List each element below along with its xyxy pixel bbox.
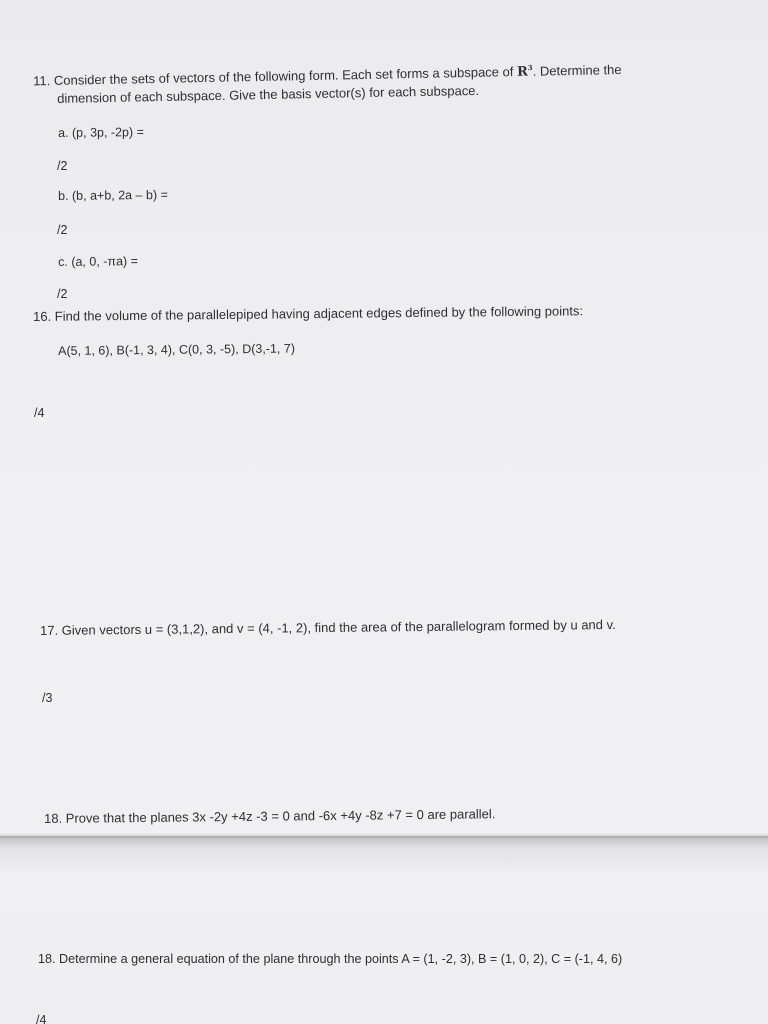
q16-text: 16. Find the volume of the parallelepiped having adjacent edges defined by the following points: — [33, 303, 584, 324]
q11-line1-post: . Determine the — [532, 62, 622, 79]
q11a-marks: /2 — [57, 159, 68, 173]
q18a-text: 18. Prove that the planes 3x -2y +4z -3 = 0 and -6x +4y -8z +7 = 0 are parallel. — [44, 806, 496, 826]
q11-line1-pre: 11. Consider the sets of vectors of the following form. Each set forms a subspace of — [33, 64, 518, 89]
r3-letter: R — [516, 64, 528, 81]
q11-line2: dimension of each subspace. Give the basis vector(s) for each subspace. — [57, 82, 480, 106]
q11b-marks: /2 — [57, 223, 68, 237]
q18b-text: 18. Determine a general equation of the plane through the points A = (1, -2, 3), B = (1, 0, 2), C = (-1, 4, 6) — [38, 952, 623, 966]
q11c-marks: /2 — [57, 287, 68, 301]
q11c-text: c. (a, 0, -πa) = — [58, 254, 138, 269]
q11b-text: b. (b, a+b, 2a – b) = — [58, 187, 168, 203]
q16-points: A(5, 1, 6), B(-1, 3, 4), C(0, 3, -5), D(3,-1, 7) — [58, 341, 296, 358]
r3-symbol — [517, 65, 533, 80]
r3-exponent: 3 — [527, 63, 533, 73]
q11a-text: a. (p, 3p, -2p) = — [58, 125, 144, 140]
q16-marks: /4 — [34, 406, 45, 420]
q17-marks: /3 — [42, 691, 53, 705]
paper-fold-shadow — [0, 836, 768, 876]
q18b-marks: /4 — [36, 1013, 47, 1024]
q17-text: 17. Given vectors u = (3,1,2), and v = (4, -1, 2), find the area of the parallelogram formed by u and v. — [40, 616, 616, 638]
